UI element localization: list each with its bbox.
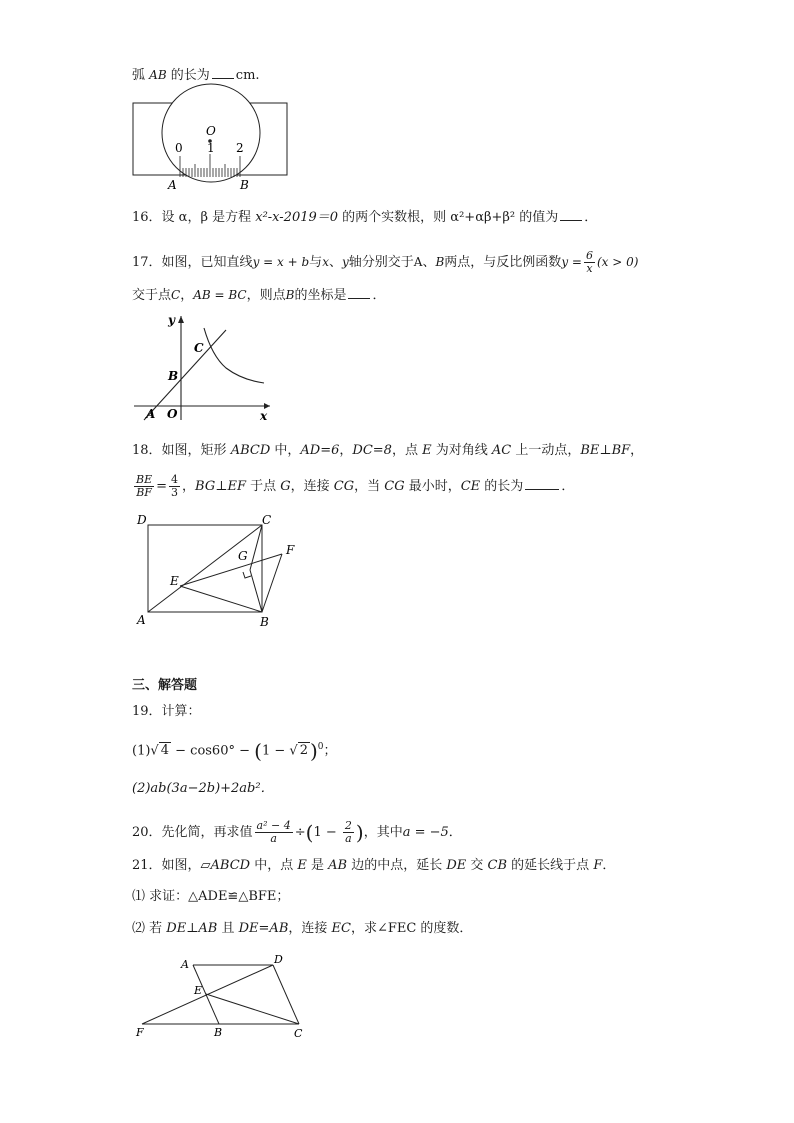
q21-part2 [132, 920, 472, 938]
q21-para: ▱ABCD [200, 858, 251, 873]
q16-text [132, 208, 597, 227]
q20-text1: 20．先化简，再求值 [132, 825, 253, 840]
q21-p2b: DE⊥AB [166, 921, 218, 936]
q19-p1-label: (1) [132, 743, 151, 759]
q18-ce: CE [460, 479, 481, 494]
q20-cond: a = −5 [402, 825, 449, 840]
label-e: E [194, 984, 203, 997]
q17-text2: 与 [309, 255, 323, 270]
q17-text [132, 250, 638, 275]
q17-c: C [171, 288, 181, 302]
q18-number: 18． [132, 443, 162, 458]
q21-text3: 是 [306, 858, 329, 873]
q17-text-line2 [132, 286, 385, 305]
label-g: G [238, 549, 248, 563]
q21-p2e: ，连接 [288, 921, 332, 936]
q18-text3: ， [339, 443, 353, 458]
label-b: B [260, 615, 269, 629]
right-angle-mark [243, 572, 251, 578]
hyperbola [204, 328, 264, 383]
answer-blank[interactable] [348, 286, 370, 299]
q15-text [132, 66, 260, 85]
q17-figure [130, 310, 280, 422]
q15-figure [130, 88, 290, 194]
q21-part1: ⑴ 求证：△ADE≌△BFE； [132, 889, 290, 904]
q15-unit: cm. [235, 68, 260, 83]
q18-eq: = [156, 479, 168, 494]
diag-ac [148, 525, 262, 612]
q21-text4: 边的中点，延长 [347, 858, 447, 873]
q21-de: DE [446, 858, 467, 873]
q17-line2c: ，则点 [246, 288, 286, 303]
seg-bg [250, 570, 262, 612]
section-heading: 三、解答题 [132, 678, 198, 693]
q18-text13: 的长为 [480, 479, 524, 494]
q16-end: ． [584, 210, 598, 225]
label-a: A [181, 958, 189, 971]
q17-line-eq: y = x + b [252, 255, 310, 269]
seg-cg [250, 525, 262, 570]
q18-ad: AD=6 [300, 443, 340, 458]
q21-p2f: EC [331, 921, 351, 936]
q20-end: ． [448, 825, 462, 840]
q17-text3: 轴分别交于 [348, 255, 414, 270]
paren-close: ) [309, 738, 318, 763]
q17-end: ． [372, 288, 386, 303]
q16-number: 16． [132, 210, 162, 225]
q18-text4: ，点 [391, 443, 423, 458]
q18-bg: BG⊥EF [195, 479, 246, 494]
q19-exponent: 0 [317, 742, 324, 752]
q21-text5: 交 [466, 858, 488, 873]
q21-cb: CB [487, 858, 508, 873]
q17-number: 17． [132, 255, 162, 270]
q20-text2: ，其中 [363, 825, 403, 840]
label-a: A [168, 178, 177, 192]
y-arrow [178, 316, 184, 323]
q17-y: y [341, 255, 349, 269]
q18-text11: ，当 [354, 479, 385, 494]
seg-ec [206, 994, 299, 1024]
q19-part2: (2)ab(3a−2b)+2ab²． [132, 781, 274, 796]
label-f: F [286, 543, 295, 557]
label-e: E [170, 574, 179, 588]
label-o: O [206, 124, 216, 138]
answer-blank[interactable] [560, 208, 582, 221]
q15-suffix: 的长为 [170, 68, 210, 83]
seg-dc [273, 965, 299, 1024]
q20-frac2: $\frac{2}{a}$ [344, 819, 352, 845]
answer-blank[interactable] [525, 477, 559, 490]
q20-inner: 1 − [313, 825, 341, 840]
q16-text2: 的两个实数根，则 α²+αβ+β² 的值为 [338, 210, 559, 225]
q18-rect: ABCD [230, 443, 271, 458]
q21-p2g: ，求∠FEC 的度数． [350, 921, 473, 936]
q18-figure [134, 512, 304, 632]
q21-text2: 中，点 [250, 858, 298, 873]
q21-e: E [297, 858, 307, 873]
q17-b: B [435, 255, 445, 269]
seg-bf [262, 554, 282, 612]
q18-end: ． [561, 479, 575, 494]
label-b: B [168, 369, 179, 383]
q19-p1-inner: 1 − [261, 743, 290, 759]
q17-func-lhs: y = [561, 255, 582, 269]
q21-p2d: DE=AB [238, 921, 289, 936]
q18-text12: 最小时， [404, 479, 461, 494]
q18-value: $\frac{4}{3}$ [171, 473, 179, 499]
q16-equation: x²-x-2019＝0 [255, 210, 339, 225]
q21-figure [134, 950, 314, 1042]
q18-text6: 上一动点， [511, 443, 581, 458]
q17-line2a: 交于点 [132, 288, 172, 303]
q19-sqrt4: 4 [160, 743, 169, 759]
q19-p1-end: ； [323, 743, 337, 759]
q16-text1: 设 α，β 是方程 [161, 210, 256, 225]
q21-text6: 的延长线于点 [507, 858, 594, 873]
paren-open: ( [254, 738, 262, 763]
label-b: B [240, 178, 249, 192]
q18-text1: 如图，矩形 [161, 443, 231, 458]
q18-g: G [280, 479, 291, 494]
q19-title: 19．计算： [132, 704, 201, 719]
tick-label-2: 2 [236, 141, 244, 155]
q18-ratio: $\frac{BE}{BF}$ [136, 473, 153, 499]
sqrt-symbol: √ [289, 743, 298, 759]
q18-text5: 为对角线 [431, 443, 492, 458]
q19-part1 [132, 738, 337, 763]
q17-x: x [322, 255, 329, 269]
q20-text [132, 820, 462, 845]
q18-cg: CG [333, 479, 355, 494]
q18-cg2: CG [384, 479, 405, 494]
q21-p2a: ⑵ 若 [132, 921, 167, 936]
label-f: F [136, 1026, 144, 1039]
label-d: D [274, 953, 283, 966]
q18-text10: ，连接 [290, 479, 334, 494]
label-y: y [168, 313, 175, 327]
q17-line2d: 的坐标是 [294, 288, 347, 303]
q21-end: ． [602, 858, 616, 873]
q18-text8: ， [182, 479, 196, 494]
q20-frac1: $\frac{\text{a² − 4}}{a}$ [256, 819, 291, 845]
tick-label-1: 1 [207, 141, 215, 155]
q18-text-line2 [132, 474, 574, 499]
q21-text1: 21．如图， [132, 858, 201, 873]
q19-p1-mid: − cos60° − [171, 743, 255, 759]
paren-open: ( [305, 820, 314, 845]
label-a: A [146, 407, 156, 421]
label-o: O [167, 407, 178, 421]
label-c: C [194, 341, 204, 355]
q17-sep: 、 [328, 255, 342, 270]
label-b: B [214, 1026, 223, 1039]
q18-perp: BE⊥BF [580, 443, 631, 458]
seg-ef [180, 554, 282, 586]
seg-eb [180, 586, 262, 612]
sqrt-symbol: √ [150, 743, 159, 759]
label-d: D [137, 513, 147, 527]
q19-sqrt2: 2 [299, 743, 308, 759]
q18-text [132, 442, 643, 460]
label-c: C [262, 513, 272, 527]
label-a: A [137, 613, 146, 627]
q17-b2: B [285, 288, 295, 302]
q21-p2c: 且 [217, 921, 239, 936]
q17-text4: 、 [422, 255, 436, 270]
label-x: x [260, 409, 268, 423]
label-c: C [294, 1027, 303, 1040]
answer-blank[interactable] [212, 66, 234, 79]
q18-e: E [422, 443, 432, 458]
q18-dc: DC=8 [352, 443, 392, 458]
q20-div: ÷ [294, 825, 306, 840]
q17-line2b: ， [180, 288, 194, 303]
q17-text5: 两点，与反比例函数 [444, 255, 562, 270]
q15-arc: AB [149, 68, 167, 82]
q18-text9: 于点 [245, 479, 281, 494]
q17-text1: 如图，已知直线 [161, 255, 253, 270]
q18-text7: ， [630, 443, 644, 458]
q18-ac: AC [491, 443, 512, 458]
tick-label-0: 0 [175, 141, 183, 155]
q21-ab: AB [328, 858, 348, 873]
q17-cond: AB = BC [193, 288, 247, 302]
q18-text2: 中， [270, 443, 301, 458]
q17-func-frac: $\frac{6}{x}$ [585, 249, 593, 275]
q17-domain: (x > 0) [596, 255, 639, 269]
q21-text [132, 857, 615, 875]
q15-prefix: 弧 [132, 68, 146, 83]
paren-close: ) [355, 820, 364, 845]
q21-f: F [593, 858, 603, 873]
q17-a: A [413, 255, 423, 269]
